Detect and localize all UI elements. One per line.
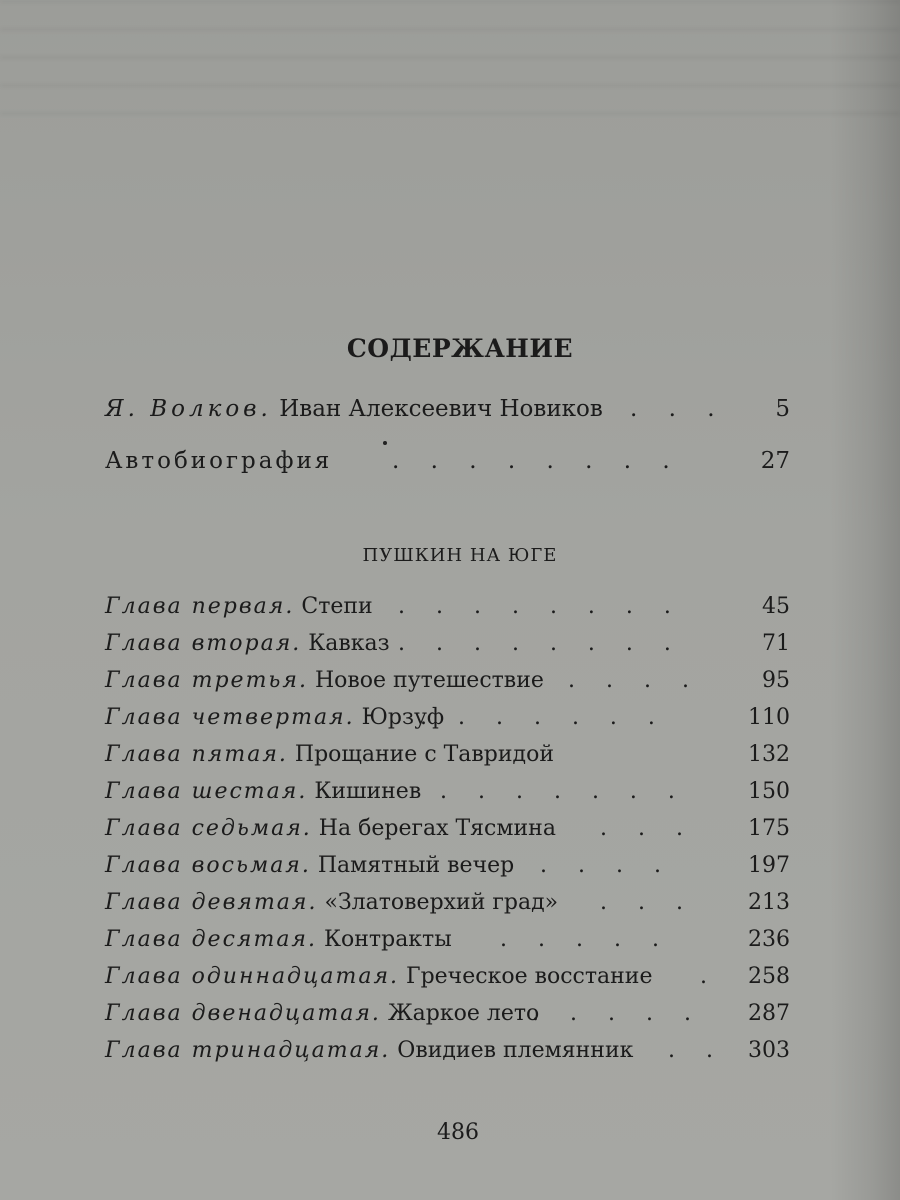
entry-title: Автобиография — [105, 448, 333, 474]
toc-chapter-5 — [0, 742, 900, 776]
leader-dots: . . . . . . . . — [398, 594, 683, 619]
toc-chapter-8 — [0, 853, 900, 887]
toc-chapter-6 — [0, 779, 900, 813]
chapter-title: Жаркое лето — [387, 1001, 540, 1026]
page-number: 486 — [437, 1120, 479, 1145]
toc-chapter-11 — [0, 964, 900, 998]
chapter-number: Глава девятая. — [105, 890, 318, 915]
contents-heading: СОДЕРЖАНИЕ — [346, 334, 574, 363]
toc-chapter-4 — [0, 705, 900, 739]
chapter-page: 45 — [762, 594, 790, 619]
chapter-number: Глава восьмая. — [105, 853, 311, 878]
bleed-through-text — [0, 0, 900, 120]
chapter-page: 287 — [748, 1001, 790, 1026]
chapter-number: Глава шестая. — [105, 779, 308, 804]
chapter-page: 132 — [748, 742, 790, 767]
toc-chapter-13 — [0, 1038, 900, 1072]
chapter-page: 95 — [762, 668, 790, 693]
leader-dots: . . . . . — [500, 927, 671, 952]
chapter-title: Степи — [301, 594, 373, 619]
chapter-number: Глава вторая. — [105, 631, 302, 656]
chapter-page: 71 — [762, 631, 790, 656]
toc-chapter-2 — [0, 631, 900, 665]
entry-page: 27 — [760, 448, 790, 474]
chapter-page: 258 — [748, 964, 790, 989]
chapter-page: 236 — [748, 927, 790, 952]
entry-author: Я. Волков. — [105, 396, 272, 422]
chapter-title: Юрзуф — [361, 705, 445, 730]
chapter-number: Глава четвертая. — [105, 705, 355, 730]
toc-chapter-3 — [0, 668, 900, 702]
leader-dots: . . . . . . . — [420, 705, 667, 730]
chapter-title: Кишинев — [314, 779, 422, 804]
chapter-title: Новое путешествие — [314, 668, 544, 693]
section-heading: ПУШКИН НА ЮГЕ — [362, 545, 558, 566]
chapter-title: Контракты — [324, 927, 452, 952]
leader-dots: . . . . — [540, 853, 673, 878]
chapter-number: Глава десятая. — [105, 927, 317, 952]
chapter-title: «Златоверхий град» — [324, 890, 559, 915]
chapter-page: 197 — [748, 853, 790, 878]
chapter-number: Глава седьмая. — [105, 816, 312, 841]
leader-dots: . . . . . . . — [440, 779, 687, 804]
leader-dots: . — [700, 964, 719, 989]
leader-dots: . . . . . — [532, 1001, 703, 1026]
chapter-title: Греческое восстание — [406, 964, 653, 989]
chapter-title: На берегах Тясмина — [318, 816, 556, 841]
leader-dots: . . . — [600, 890, 695, 915]
leader-dots: . . . . — [568, 668, 701, 693]
chapter-number: Глава первая. — [105, 594, 295, 619]
chapter-title: Овидиев племянник — [397, 1038, 634, 1063]
leader-dots: . . — [668, 1038, 725, 1063]
chapter-page: 150 — [748, 779, 790, 804]
toc-chapter-12 — [0, 1001, 900, 1035]
toc-chapter-1 — [0, 594, 900, 628]
chapter-page: 110 — [748, 705, 790, 730]
chapter-title: Прощание с Тавридой — [294, 742, 555, 767]
toc-chapter-9 — [0, 890, 900, 924]
leader-dots: . . . . . . . . — [398, 631, 683, 656]
chapter-number: Глава одиннадцатая. — [105, 964, 400, 989]
chapter-page: 303 — [748, 1038, 790, 1063]
chapter-page: 213 — [748, 890, 790, 915]
toc-entry-autobiography — [0, 448, 900, 482]
chapter-number: Глава двенадцатая. — [105, 1001, 381, 1026]
leader-dots: . . . . . . . . — [392, 448, 682, 474]
chapter-number: Глава тринадцатая. — [105, 1038, 391, 1063]
toc-chapter-7 — [0, 816, 900, 850]
toc-entry-intro — [0, 396, 900, 430]
leader-dots: . . . — [630, 396, 727, 422]
ink-speck — [383, 441, 387, 445]
entry-page: 5 — [775, 396, 790, 422]
entry-title: Иван Алексеевич Новиков — [279, 396, 603, 422]
chapter-number: Глава третья. — [105, 668, 308, 693]
leader-dots: . . . — [600, 816, 695, 841]
toc-chapter-10 — [0, 927, 900, 961]
chapter-number: Глава пятая. — [105, 742, 288, 767]
chapter-title: Кавказ — [308, 631, 390, 656]
chapter-page: 175 — [748, 816, 790, 841]
chapter-title: Памятный вечер — [317, 853, 515, 878]
